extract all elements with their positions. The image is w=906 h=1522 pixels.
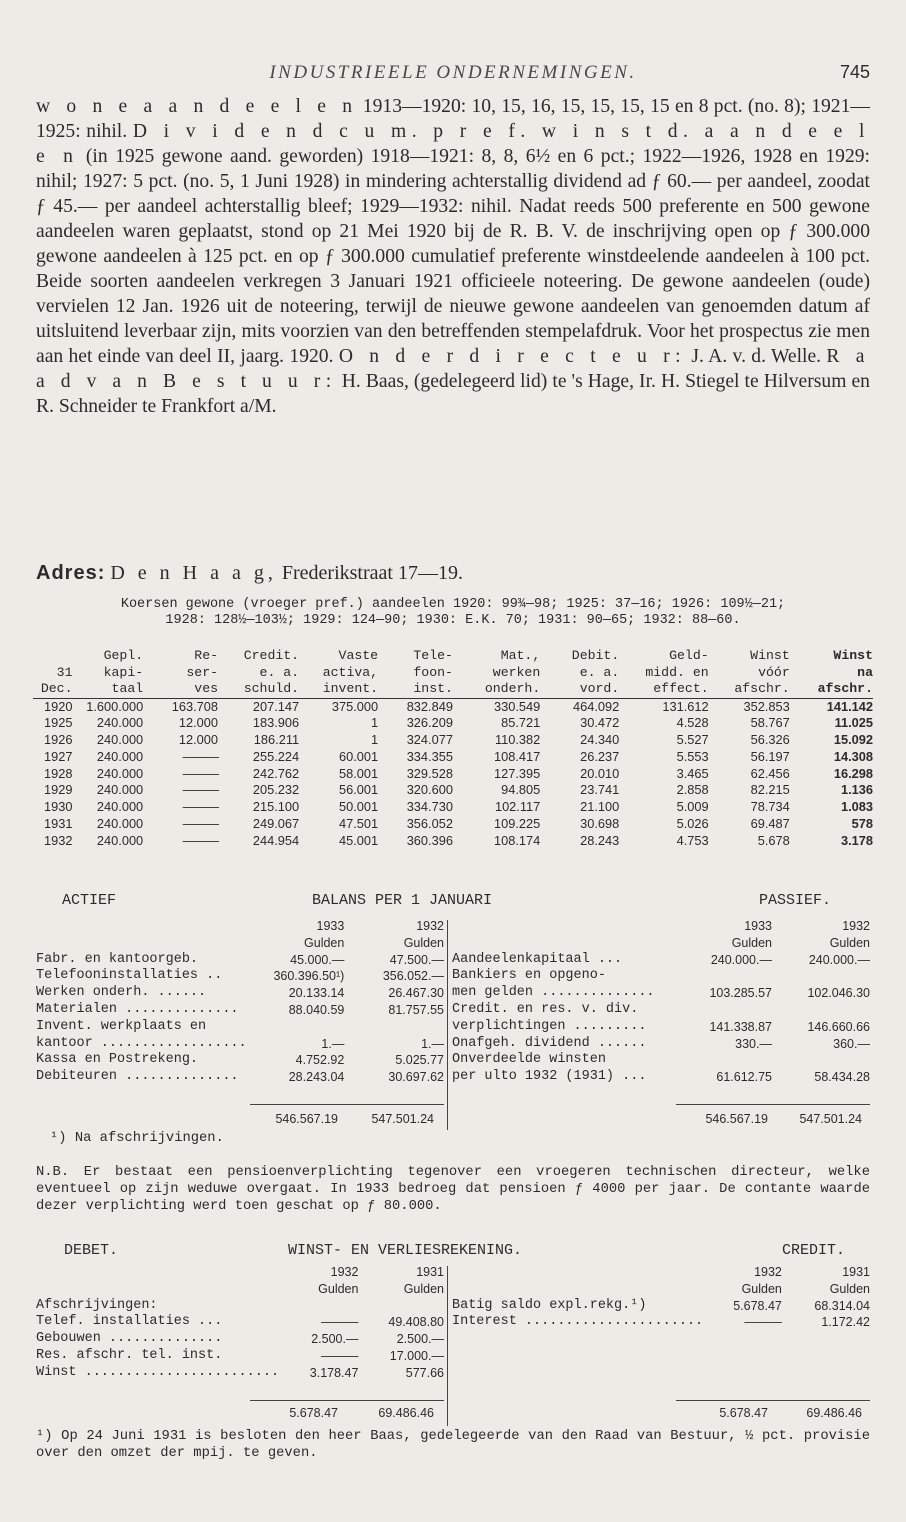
yearly-value-cell: 56.326 (750, 732, 790, 748)
yearly-value-cell: 50.001 (338, 799, 379, 815)
yearly-value-cell: 78.734 (750, 799, 790, 815)
pl-center-title: WINST- EN VERLIESREKENING. (288, 1242, 523, 1259)
asset-amount: 81.757.55 (388, 1002, 444, 1017)
asset-amount: 360.396.50¹) (273, 969, 345, 984)
yearly-value-cell: 4.528 (676, 715, 709, 731)
assets-year-2: 1932 (416, 919, 444, 933)
credit-amount: 68.314.04 (814, 1298, 870, 1313)
asset-amount: 30.697.62 (388, 1070, 444, 1085)
debit-label: Winst ........................ (36, 1364, 280, 1380)
page-header (36, 62, 870, 86)
yearly-column-header: kapi- (103, 664, 144, 680)
yearly-value-cell: 1.136 (840, 782, 873, 798)
yearly-row (33, 816, 873, 833)
debit-sum-rule (250, 1400, 444, 1401)
assets-sum-rule (250, 1104, 444, 1105)
debit-row (36, 1331, 444, 1348)
yearly-header-row (33, 681, 873, 698)
liability-amount: 360.— (833, 1036, 870, 1051)
yearly-value-cell: 102.117 (494, 799, 541, 815)
yearly-value-cell: 360.396 (406, 832, 453, 848)
yearly-value-cell: 30.698 (580, 816, 620, 832)
liability-amount (678, 1002, 778, 1019)
paragraph-text: H. Baas, (gedelegeerd lid) te 's Hage, Ir. H. Stiegel te Hilversum en R. Schneider te Frankfort a/M. (36, 371, 870, 417)
yearly-value-cell: 249.067 (252, 816, 300, 832)
liability-label: Onverdeelde winsten (452, 1052, 606, 1068)
asset-amount: 20.133.14 (288, 986, 345, 1001)
asset-amount: 356.052.— (382, 969, 444, 984)
liabilities-total-2: 547.501.24 (799, 1112, 862, 1126)
assets-total-2: 547.501.24 (371, 1112, 434, 1126)
yearly-value-cell: 1.600.000 (86, 698, 144, 714)
yearly-header-row (33, 648, 873, 665)
asset-amount: 28.243.04 (288, 1070, 345, 1085)
liability-amount: 240.000.— (710, 952, 772, 967)
asset-label: Invent. werkplaats en (36, 1018, 207, 1034)
credit-amount: 5.678.47 (733, 1298, 782, 1313)
yearly-value-cell: 464.092 (573, 698, 620, 714)
yearly-value-cell: 69.487 (750, 816, 790, 832)
yearly-value-cell: 352.853 (743, 698, 790, 714)
liability-label: Credit. en res. v. div. (452, 1001, 639, 1017)
credit-row (452, 1314, 870, 1331)
debit-amount: 2.500.— (311, 1332, 359, 1347)
share-prices-line-2: 1928: 128½—103½; 1929: 124—90; 1930: E.K. 70; 1931: 90—65; 1932: 88—60. (165, 613, 741, 628)
address-label: Adres: (36, 562, 106, 584)
yearly-value-cell: 11.025 (834, 715, 873, 731)
paragraph-text: 1913—1920: 10, 15, 16, 15, 15, 15, 15 en 8 pct. (no. 8); 1921—1925: nihil. (36, 96, 870, 142)
asset-label: Telefooninstallaties .. (36, 968, 223, 984)
asset-label: Debiteuren .............. (36, 1069, 239, 1085)
yearly-column-header: afschr. (790, 681, 873, 698)
yearly-column-header: Re- (194, 648, 219, 663)
yearly-year-cell: 1930 (44, 799, 73, 815)
liability-amount: 61.612.75 (716, 1070, 772, 1085)
page-number: 745 (839, 62, 870, 82)
yearly-value-cell: 109.225 (494, 816, 541, 832)
yearly-value-cell: 5.009 (676, 799, 709, 815)
yearly-value-cell: 108.174 (494, 832, 541, 848)
debit-label: Gebouwen .............. (36, 1331, 223, 1347)
paragraph-text: (in 1925 gewone aand. geworden) 1918—1921: 8, 8, 6½ en 6 pct.; 1922—1926, 1928 en 1929: nihil; 1927: 5 pct. (no. 5, 1 Juni 1928) in mindering achterstallig dividend ad ƒ 60.— per aandeel, zoodat ƒ 45.— per aandeel achterstallig bleef; 1929—1932: nihil. Nadat reeds 500 preferente en 500 gewone aandeelen waren geplaatst, stond op 21 Mei 1920 bij de R. B. V. de inschrijving open op ƒ 300.000 gewone aandeelen à 125 pct. en op ƒ 300.000 cumulatief preferente winstdeelende aandeelen à 100 pct. Beide soorten aandeelen verkregen 3 Januari 1921 officieele noteering. De gewone aandeelen (oude) vervielen 12 Jan. 1926 uit de noteering, terwijl de nieuwe gewone aandeelen van genoemden datum af uitsluitend leverbaar zijn, mits voorzien van den betreffenden stempelafdruk. Voor het prospectus zie men aan het einde van deel II, jaarg. 1920. (36, 146, 870, 367)
asset-row (36, 1036, 444, 1053)
debit-amount: 17.000.— (389, 1348, 444, 1363)
debit-unit-2: Gulden (403, 1281, 444, 1296)
yearly-value-cell: 356.052 (406, 816, 453, 832)
balance-right-title: PASSIEF. (759, 892, 832, 909)
balance-liabilities-table (452, 918, 870, 1086)
yearly-value-cell: 3.178 (840, 832, 873, 848)
address-street: Frederikstraat 17—19. (281, 562, 463, 584)
yearly-value-cell: 110.382 (494, 732, 541, 748)
yearly-row (33, 698, 873, 715)
liability-amount: 141.338.87 (709, 1019, 772, 1034)
yearly-value-cell: 240.000 (96, 715, 144, 731)
asset-row (36, 952, 444, 969)
yearly-column-header (33, 648, 73, 665)
yearly-column-header: vóór (758, 664, 790, 680)
credit-year-2: 1931 (842, 1265, 870, 1279)
liability-amount: 102.046.30 (807, 986, 870, 1001)
yearly-value-cell: 94.805 (501, 782, 541, 798)
yearly-row (33, 799, 873, 816)
yearly-value-cell: 1 (370, 732, 379, 748)
yearly-column-header: e. a. (259, 664, 300, 680)
yearly-value-cell: 320.600 (406, 782, 453, 798)
yearly-column-header: inst. (378, 681, 453, 698)
yearly-value-cell: 47.501 (338, 816, 379, 832)
yearly-value-cell: ——— (182, 748, 219, 764)
yearly-column-header: 31 (56, 664, 73, 680)
yearly-column-header: Debit. (571, 648, 620, 663)
yearly-value-cell: ——— (182, 782, 219, 798)
liability-amount (778, 968, 870, 985)
yearly-year-cell: 1928 (44, 765, 73, 781)
yearly-value-cell: 2.858 (676, 782, 709, 798)
liability-row (452, 968, 870, 985)
yearly-column-header: Dec. (33, 681, 73, 698)
yearly-value-cell: 82.215 (750, 782, 790, 798)
yearly-value-cell: ——— (182, 816, 219, 832)
yearly-value-cell: 578 (851, 816, 873, 832)
yearly-value-cell: 56.197 (750, 748, 790, 764)
credit-amount: ——— (744, 1315, 782, 1330)
assets-total-1: 546.567.19 (275, 1112, 338, 1126)
address-city: D e n H a a g, (110, 562, 277, 584)
yearly-value-cell: 108.417 (494, 748, 541, 764)
asset-amount: 88.040.59 (288, 1002, 345, 1017)
debit-amount (279, 1298, 364, 1315)
yearly-column-header: afschr. (709, 681, 790, 698)
asset-amount (350, 1019, 444, 1036)
debit-total-1: 5.678.47 (289, 1406, 338, 1420)
spaced-heading: O n d e r d i r e c t e u r: (338, 346, 687, 367)
yearly-value-cell: 5.678 (757, 832, 790, 848)
yearly-value-cell: 58.001 (338, 765, 379, 781)
credit-row (452, 1298, 870, 1315)
asset-amount (247, 1019, 351, 1036)
yearly-value-cell: 127.395 (494, 765, 541, 781)
pension-note: N.B. Er bestaat een pensioenverplichting tegenover een vroegeren technischen directeur, welke eventueel op zijn weduwe overgaat. In 1933 bedroeg dat pensioen ƒ 4000 per jaar. De contante waarde dezer verplichting werd toen geschat op ƒ 80.000. (36, 1165, 870, 1214)
asset-row (36, 1002, 444, 1019)
yearly-value-cell: 832.849 (406, 698, 453, 714)
asset-row (36, 1052, 444, 1069)
yearly-value-cell: 205.232 (252, 782, 300, 798)
debit-amount: 2.500.— (396, 1332, 444, 1347)
yearly-value-cell: 141.142 (826, 698, 873, 714)
yearly-value-cell: 240.000 (96, 816, 144, 832)
pl-divider (447, 1266, 448, 1426)
paragraph-text: J. A. v. d. Welle. (686, 346, 827, 367)
yearly-value-cell: 183.906 (252, 715, 300, 731)
asset-amount: 1.— (321, 1036, 345, 1051)
debit-amount: 49.408.80 (388, 1315, 444, 1330)
credit-sum-rule (676, 1400, 870, 1401)
yearly-year-cell: 1929 (44, 782, 73, 798)
yearly-value-cell: 207.147 (252, 698, 300, 714)
yearly-header-row (33, 665, 873, 682)
credit-total-1: 5.678.47 (719, 1406, 768, 1420)
yearly-value-cell: 240.000 (96, 765, 144, 781)
debit-amount: 3.178.47 (309, 1365, 359, 1380)
pl-right-title: CREDIT. (782, 1242, 846, 1259)
yearly-value-cell: 334.355 (406, 748, 453, 764)
liability-amount (678, 968, 778, 985)
assets-year-1: 1933 (316, 919, 345, 933)
yearly-value-cell: 23.741 (580, 782, 620, 798)
yearly-value-cell: 329.528 (406, 765, 453, 781)
asset-label: Werken onderh. ...... (36, 985, 207, 1001)
liabilities-year-1: 1933 (744, 919, 772, 933)
share-prices-line-1: Koersen gewone (vroeger pref.) aandeelen 1920: 99¾—98; 1925: 37—16; 1926: 109½—21; (120, 597, 786, 612)
yearly-row (33, 766, 873, 783)
yearly-column-header: foon- (413, 664, 453, 680)
liabilities-year-2: 1932 (842, 919, 870, 933)
yearly-value-cell: 334.730 (406, 799, 453, 815)
yearly-year-cell: 1931 (44, 816, 73, 832)
liabilities-unit-2: Gulden (829, 935, 870, 950)
yearly-value-cell: 1 (370, 715, 379, 731)
credit-total-2: 69.486.46 (806, 1406, 862, 1420)
yearly-value-cell: 5.026 (676, 816, 709, 832)
credit-label: Batig saldo expl.rekg.¹) (452, 1297, 647, 1313)
liability-amount: 103.285.57 (709, 986, 772, 1001)
yearly-column-header: na (857, 664, 873, 680)
yearly-value-cell: 12.000 (178, 715, 219, 731)
yearly-value-cell: 240.000 (96, 799, 144, 815)
balance-footnote: ¹) Na afschrijvingen. (50, 1131, 224, 1146)
yearly-value-cell: 30.472 (580, 715, 620, 731)
pl-debit-table (36, 1264, 444, 1382)
yearly-value-cell: 240.000 (96, 732, 144, 748)
yearly-year-cell: 1926 (44, 732, 73, 748)
yearly-column-header: Tele- (413, 648, 453, 663)
debit-amount (364, 1298, 444, 1315)
liability-row (452, 1052, 870, 1069)
yearly-column-header: onderh. (453, 681, 540, 698)
yearly-column-header: werken (492, 664, 541, 680)
yearly-column-header: midd. en (645, 664, 709, 680)
yearly-year-cell: 1925 (44, 715, 73, 731)
asset-label: Materialen .............. (36, 1001, 239, 1017)
share-prices (36, 597, 870, 629)
asset-row (36, 968, 444, 985)
liability-amount (678, 1052, 778, 1069)
debit-label: Res. afschr. tel. inst. (36, 1347, 223, 1363)
liability-row (452, 1002, 870, 1019)
yearly-value-cell: 240.000 (96, 748, 144, 764)
yearly-value-cell: 56.001 (338, 782, 379, 798)
credit-label: Interest ...................... (452, 1314, 704, 1330)
balance-center-title: BALANS PER 1 JANUARI (312, 892, 493, 909)
balance-left-title: ACTIEF (62, 892, 117, 909)
yearly-value-cell: 326.209 (406, 715, 453, 731)
yearly-value-cell: 60.001 (338, 748, 379, 764)
liability-amount: 146.660.66 (807, 1019, 870, 1034)
yearly-column-header: effect. (619, 681, 708, 698)
yearly-value-cell: 5.527 (676, 732, 709, 748)
yearly-value-cell: 5.553 (676, 748, 709, 764)
yearly-value-cell: 58.767 (750, 715, 790, 731)
yearly-value-cell: 21.100 (580, 799, 620, 815)
liabilities-sum-rule (676, 1104, 870, 1105)
yearly-value-cell: ——— (182, 765, 219, 781)
yearly-value-cell: 324.077 (406, 732, 453, 748)
company-description (36, 94, 870, 419)
yearly-column-header: e. a. (579, 664, 620, 680)
liability-label: Aandeelenkapitaal ... (452, 951, 623, 967)
yearly-row (33, 749, 873, 766)
yearly-value-cell: 240.000 (96, 782, 144, 798)
yearly-year-cell: 1932 (44, 832, 73, 848)
liability-amount: 240.000.— (808, 952, 870, 967)
credit-unit-2: Gulden (829, 1281, 870, 1296)
yearly-value-cell: 16.298 (833, 765, 873, 781)
debit-row (36, 1365, 444, 1382)
yearly-year-cell: 1920 (44, 698, 73, 714)
yearly-value-cell: 244.954 (252, 832, 300, 848)
debit-total-2: 69.486.46 (378, 1406, 434, 1420)
yearly-value-cell: 20.010 (580, 765, 620, 781)
asset-amount: 45.000.— (290, 952, 345, 967)
pl-footnote: ¹) Op 24 Juni 1931 is besloten den heer Baas, gedelegeerde van den Raad van Bestuur, ½ pct. provisie over den omzet der mpij. te geven. (36, 1429, 870, 1461)
yearly-value-cell: 240.000 (96, 832, 144, 848)
yearly-row (33, 833, 873, 850)
yearly-column-header: Vaste (338, 648, 379, 663)
yearly-column-header: Gepl. (103, 648, 144, 663)
debit-label: Telef. installaties ... (36, 1314, 223, 1330)
address-line (36, 562, 463, 585)
yearly-year-cell: 1927 (44, 748, 73, 764)
yearly-value-cell: 28.243 (580, 832, 620, 848)
yearly-value-cell: ——— (182, 799, 219, 815)
credit-year-1: 1932 (754, 1265, 782, 1279)
yearly-value-cell: 12.000 (178, 732, 219, 748)
liability-label: verplichtingen ......... (452, 1018, 647, 1034)
assets-unit-1: Gulden (304, 935, 345, 950)
liability-label: Bankiers en opgeno- (452, 968, 606, 984)
liability-row (452, 985, 870, 1002)
assets-unit-2: Gulden (403, 935, 444, 950)
liability-row (452, 1069, 870, 1086)
balance-assets-table (36, 918, 444, 1086)
asset-label: Fabr. en kantoorgeb. (36, 951, 199, 967)
yearly-column-header: taal (73, 681, 144, 698)
debit-row (36, 1298, 444, 1315)
yearly-column-header: Credit. (243, 648, 300, 663)
debit-label: Afschrijvingen: (36, 1297, 158, 1313)
yearly-value-cell: 186.211 (253, 732, 300, 748)
yearly-column-header: ser- (186, 664, 219, 680)
yearly-value-cell: 163.708 (171, 698, 219, 714)
yearly-value-cell: 255.224 (252, 748, 300, 764)
asset-amount: 47.500.— (389, 952, 444, 967)
yearly-column-header: schuld. (218, 681, 299, 698)
asset-amount: 5.025.77 (395, 1053, 444, 1068)
spaced-heading: R a a d v a n B e s t u u r: (36, 346, 870, 392)
liability-row (452, 1036, 870, 1053)
debit-row (36, 1314, 444, 1331)
debit-row (36, 1348, 444, 1365)
yearly-value-cell: 45.001 (338, 832, 379, 848)
pl-left-title: DEBET. (64, 1242, 119, 1259)
yearly-row (33, 732, 873, 749)
yearly-value-cell: 24.340 (580, 732, 620, 748)
debit-amount: ——— (320, 1315, 359, 1330)
yearly-column-header: activa, (322, 664, 379, 680)
asset-amount: 26.467.30 (388, 986, 444, 1001)
liability-amount: 330.— (735, 1036, 772, 1051)
yearly-value-cell: ——— (182, 832, 219, 848)
yearly-value-cell: 14.308 (833, 748, 873, 764)
asset-amount: 1.— (421, 1036, 444, 1051)
yearly-value-cell: 242.762 (252, 765, 300, 781)
spaced-heading: D i v i d e n d c u m. p r e f. w i n s t d. a a n d e e l e n (36, 121, 870, 167)
debit-year-1: 1932 (330, 1265, 359, 1279)
debit-year-2: 1931 (416, 1265, 444, 1279)
yearly-value-cell: 375.000 (331, 698, 379, 714)
liabilities-total-1: 546.567.19 (705, 1112, 768, 1126)
yearly-value-cell: 4.753 (676, 832, 709, 848)
asset-label: Kassa en Postrekeng. (36, 1052, 199, 1068)
yearly-column-header: vord. (540, 681, 619, 698)
asset-label: kantoor .................. (36, 1035, 247, 1051)
credit-amount: 1.172.42 (821, 1315, 870, 1330)
yearly-value-cell: 3.465 (676, 765, 709, 781)
yearly-column-header: invent. (299, 681, 378, 698)
yearly-value-cell: 26.237 (580, 748, 620, 764)
debit-unit-1: Gulden (318, 1281, 359, 1296)
yearly-column-header: ves (143, 681, 218, 698)
asset-row (36, 1019, 444, 1036)
yearly-value-cell: 85.721 (501, 715, 541, 731)
yearly-column-header: Winst (750, 648, 790, 663)
spaced-heading: w o n e a a n d e e l e n (36, 96, 358, 117)
asset-row (36, 1069, 444, 1086)
pl-credit-table (452, 1264, 870, 1331)
yearly-row (33, 715, 873, 732)
yearly-value-cell: 1.083 (840, 799, 873, 815)
liability-row (452, 1019, 870, 1036)
credit-unit-1: Gulden (741, 1281, 782, 1296)
running-title: INDUSTRIEELE ONDERNEMINGEN. (269, 62, 637, 83)
yearly-column-header: Geld- (669, 648, 709, 663)
liability-amount (778, 1002, 870, 1019)
yearly-figures-table (33, 648, 873, 850)
liability-amount (778, 1052, 870, 1069)
liability-label: Onafgeh. dividend ...... (452, 1035, 647, 1051)
liability-amount: 58.434.28 (814, 1070, 870, 1085)
liability-label: men gelden .............. (452, 985, 655, 1001)
asset-row (36, 985, 444, 1002)
yearly-value-cell: 131.612 (662, 698, 709, 714)
balance-divider (447, 920, 448, 1130)
yearly-value-cell: 330.549 (494, 698, 541, 714)
yearly-row (33, 782, 873, 799)
yearly-value-cell: 15.092 (833, 732, 873, 748)
yearly-column-header: Mat., (500, 648, 541, 663)
liability-row (452, 952, 870, 969)
asset-amount: 4.752.92 (295, 1053, 345, 1068)
liabilities-unit-1: Gulden (731, 935, 772, 950)
yearly-column-header: Winst (833, 648, 873, 663)
liability-label: per ulto 1932 (1931) ... (452, 1069, 647, 1085)
debit-amount: 577.66 (405, 1365, 444, 1380)
yearly-value-cell: 62.456 (750, 765, 790, 781)
debit-amount: ——— (320, 1348, 359, 1363)
yearly-value-cell: 215.100 (252, 799, 300, 815)
